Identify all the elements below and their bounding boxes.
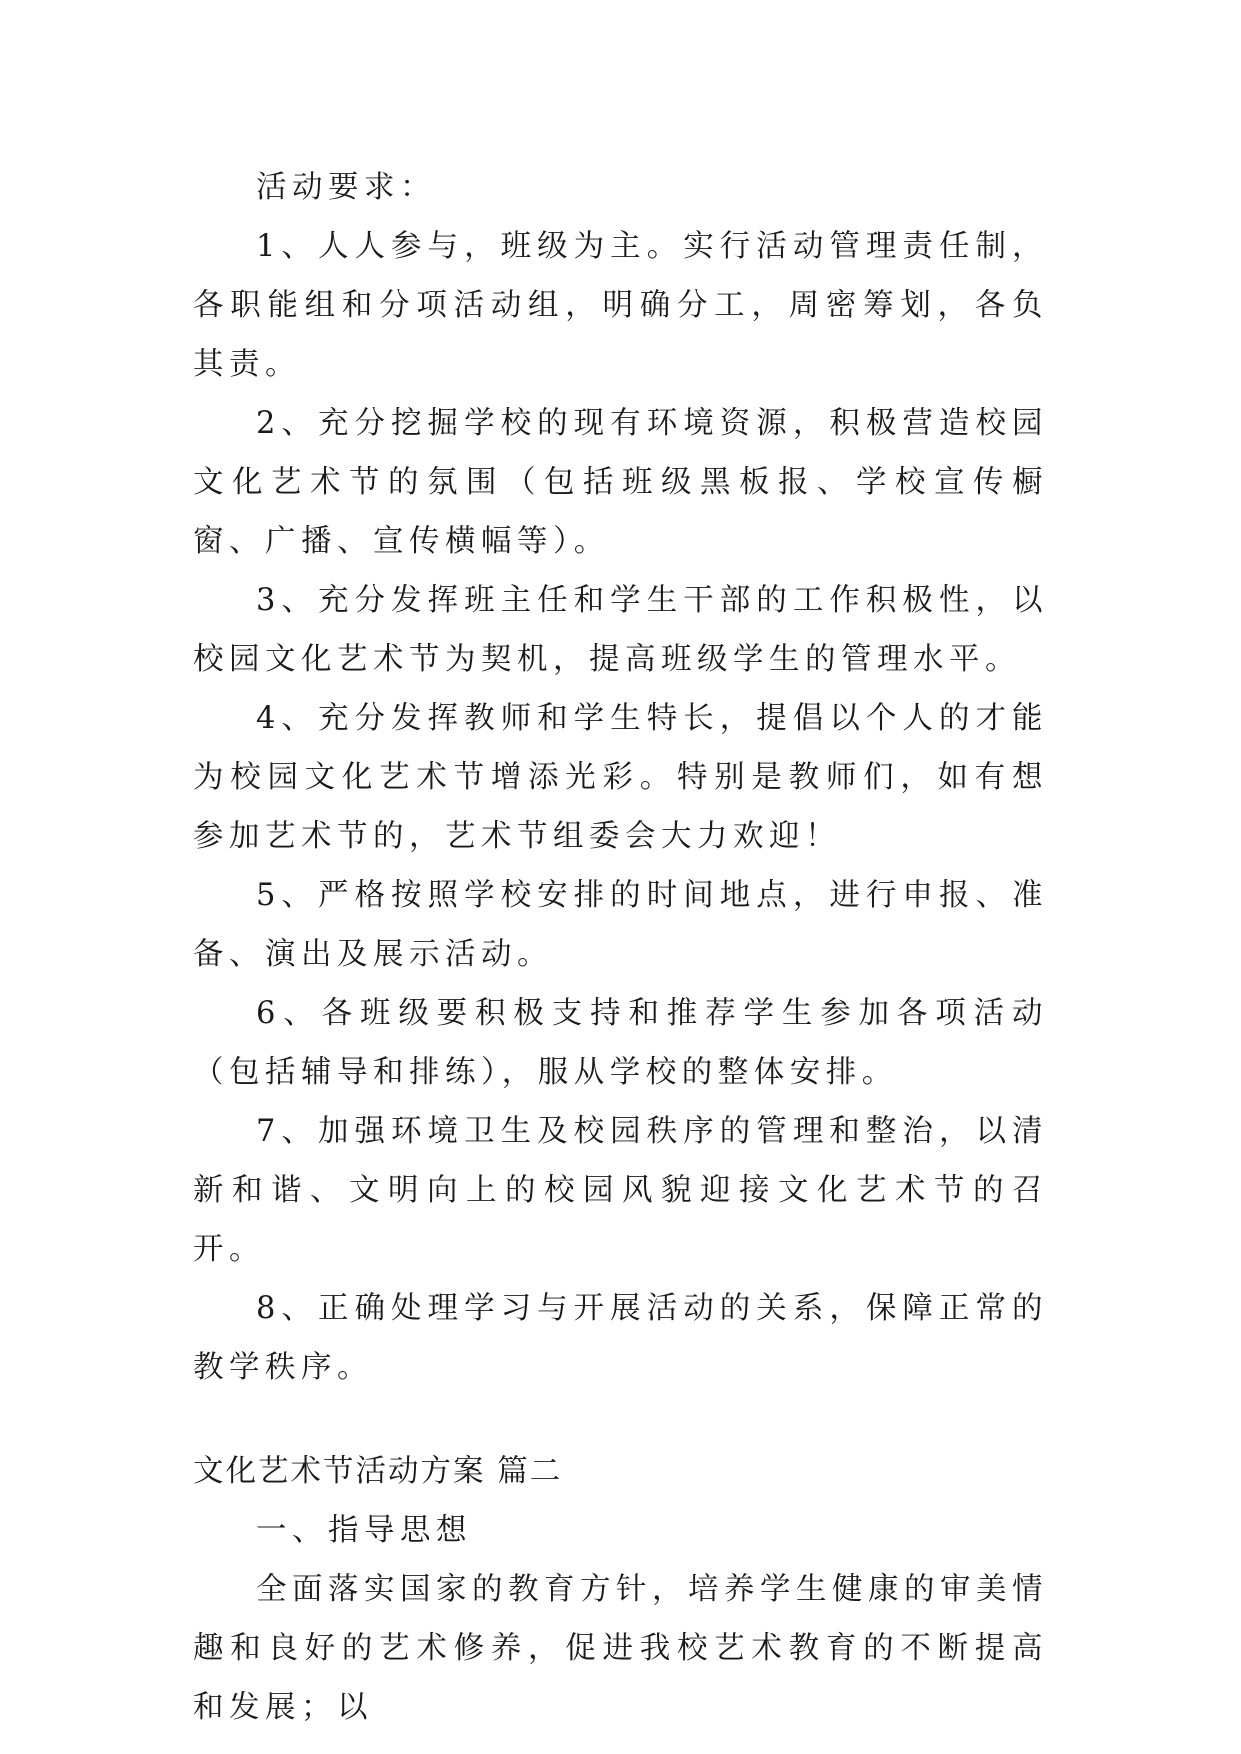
requirements-heading: 活动要求： — [256, 170, 436, 205]
requirement-item-2: 2、充分挖掘学校的现有环境资源，积极营造校园文化艺术节的氛围（包括班级黑板报、学校宣传橱窗、广播、宣传横幅等）。 — [193, 406, 1048, 559]
document-page — [193, 158, 1048, 1737]
requirement-item-5: 5、严格按照学校安排的时间地点，进行申报、准备、演出及展示活动。 — [193, 878, 1048, 972]
requirement-item-6: 6、各班级要积极支持和推荐学生参加各项活动（包括辅导和排练），服从学校的整体安排。 — [193, 996, 1048, 1090]
requirement-item-4: 4、充分发挥教师和学生特长，提倡以个人的才能为校园文化艺术节增添光彩。特别是教师们，如有想参加艺术节的，艺术节组委会大力欢迎！ — [193, 701, 1048, 854]
section-title: 文化艺术节活动方案 篇二 — [193, 1454, 563, 1489]
guiding-paragraph: 全面落实国家的教育方针，培养学生健康的审美情趣和良好的艺术修养，促进我校艺术教育的不断提高和发展；以 — [193, 1572, 1048, 1725]
requirement-item-8: 8、正确处理学习与开展活动的关系，保障正常的教学秩序。 — [193, 1291, 1048, 1385]
requirement-item-1: 1、人人参与，班级为主。实行活动管理责任制，各职能组和分项活动组，明确分工，周密筹划，各负其责。 — [193, 229, 1048, 382]
guiding-heading: 一、指导思想 — [256, 1513, 472, 1548]
requirement-item-7: 7、加强环境卫生及校园秩序的管理和整治，以清新和谐、文明向上的校园风貌迎接文化艺术节的召开。 — [193, 1114, 1048, 1267]
requirement-item-3: 3、充分发挥班主任和学生干部的工作积极性，以校园文化艺术节为契机，提高班级学生的管理水平。 — [193, 583, 1048, 677]
